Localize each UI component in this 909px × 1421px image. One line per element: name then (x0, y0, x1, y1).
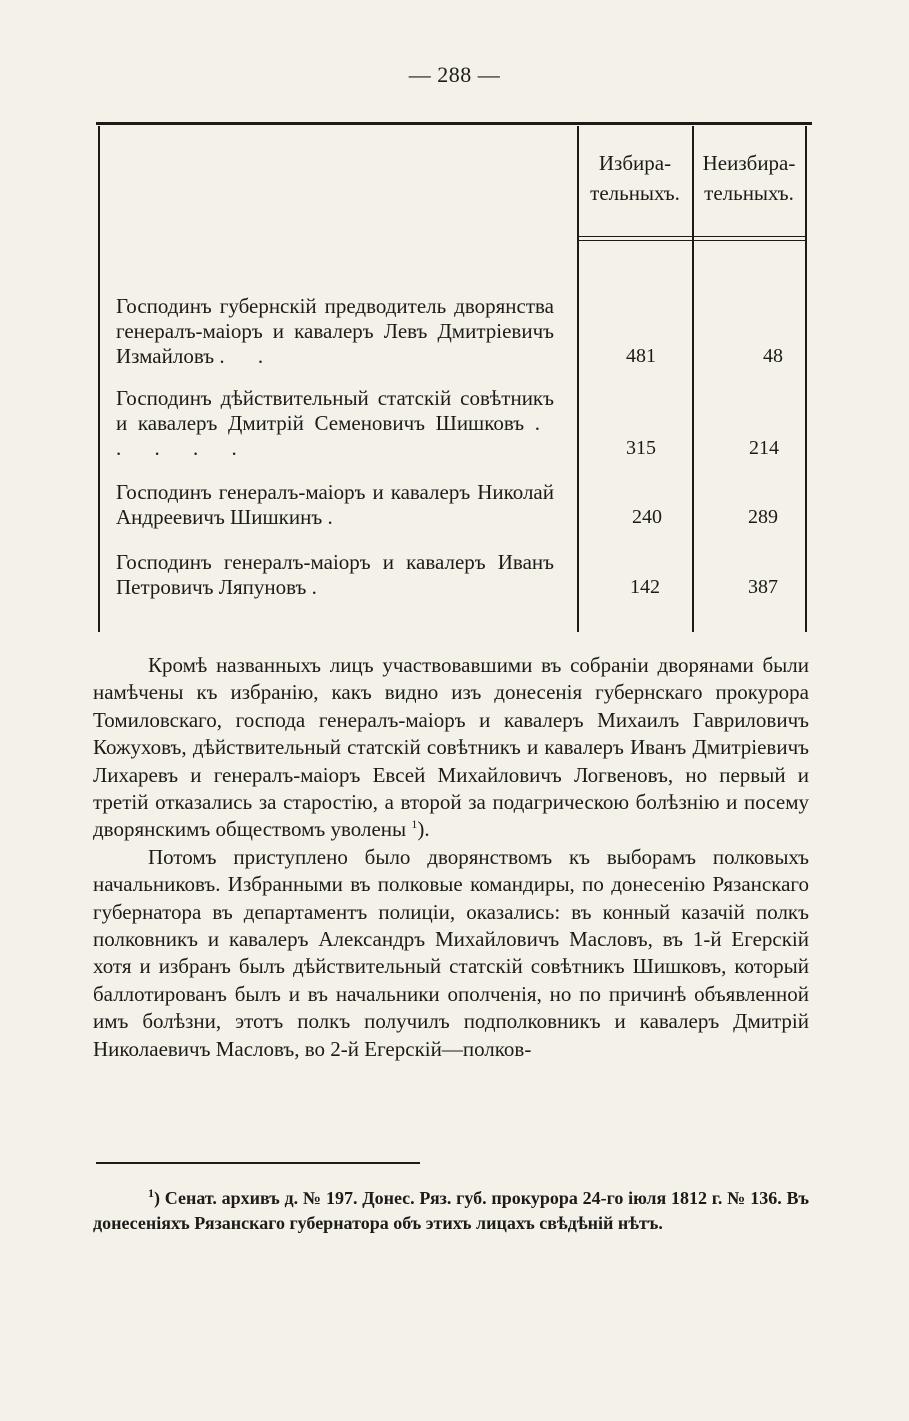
header-rule-2 (578, 240, 805, 241)
table-cell-not-elected: 289 (748, 506, 778, 528)
table-cell-not-elected: 214 (749, 437, 779, 459)
footnote-text: ) Сенат. архивъ д. № 197. Донес. Ряз. губ. прокурора 24-го іюля 1812 г. № 136. Въ донесеніяхъ Рязанскаго губернатора объ этихъ лицахъ свѣдѣній нѣтъ. (93, 1188, 809, 1233)
table-row-name (116, 480, 554, 530)
table-cell-elected: 315 (626, 437, 656, 459)
footnote-paragraph (93, 1186, 809, 1236)
column-header-not-elected: Неизбира- тельныхъ. (702, 151, 796, 205)
leader-dots: . (327, 505, 347, 529)
candidate-name: Господинъ губернскій предводитель дворянства генералъ-маіоръ и кавалеръ Левъ Дмитріевичъ Измайловъ (116, 294, 554, 368)
paragraph-end: ). (417, 817, 430, 842)
table-top-rule (96, 122, 812, 125)
table-right-border (805, 126, 807, 632)
paragraph (93, 652, 809, 844)
table-left-border (98, 126, 100, 632)
table-cell-not-elected: 48 (763, 345, 783, 367)
table-row-name (116, 294, 554, 369)
header-rule-1 (578, 236, 805, 237)
paragraph (93, 844, 809, 1063)
footnote-separator (96, 1162, 420, 1164)
footnote (93, 1186, 809, 1236)
leader-dots: . . (219, 344, 278, 368)
leader-dots: . (311, 575, 331, 599)
paragraph-text: Потомъ приступлено было дворянствомъ къ выборамъ полковыхъ начальниковъ. Избранными въ полковые командиры, по донесенію Рязанскаго губернатора въ департаментъ полиціи, оказались: въ конный казачій полкъ полковникъ и кавалеръ Александръ Михайловичъ Масловъ, въ 1-й Егерскій хотя и избранъ былъ дѣйствительный статскій совѣтникъ Шишковъ, который баллотированъ былъ и въ начальники ополченія, но по причинѣ объявленной имъ болѣзни, этотъ полкъ получилъ подполковникъ и кавалеръ Дмитрій Николаевичъ Масловъ, во 2-й Егерскій—полков- (93, 844, 809, 1061)
page-number: — 288 — (408, 62, 501, 87)
table-cell-elected: 481 (626, 345, 656, 367)
leader-dots: . . . . . (116, 411, 555, 460)
main-text (93, 652, 809, 1063)
column-header-elected: Избира- тельныхъ. (590, 151, 680, 205)
footnote-reference[interactable]: 1 (411, 817, 418, 832)
candidate-name: Господинъ дѣйствительный статскій совѣтникъ и кавалеръ Дмитрій Семеновичъ Шишковъ (116, 386, 554, 435)
footnote-marker: 1 (148, 1186, 154, 1200)
table-row-name (116, 550, 554, 600)
paragraph-text: Кромѣ названныхъ лицъ участвовавшими въ собраніи дворянами были намѣчены къ избранію, какъ видно изъ донесенія губернскаго прокурора Томиловскаго, господа генералъ-маіоръ и кавалеръ Михаилъ Гавриловичъ Кожуховъ, дѣйствительный статскій совѣтникъ и кавалеръ Иванъ Дмитріевичъ Лихаревъ и генералъ-маіоръ Евсей Михайловичъ Логвеновъ, но первый и третій отказались за старостію, а второй за подагрическою болѣзнію и посему дворянскимъ обществомъ уволены (93, 653, 809, 842)
candidate-name: Господинъ генералъ-маіоръ и кавалеръ Николай Андреевичъ Шишкинъ (116, 480, 554, 529)
table-cell-not-elected: 387 (748, 576, 778, 598)
table-cell-elected: 142 (630, 576, 660, 598)
table-cell-elected: 240 (632, 506, 662, 528)
election-results-table (96, 122, 812, 632)
candidate-name: Господинъ генералъ-маіоръ и кавалеръ Иванъ Петровичъ Ляпуновъ (116, 550, 554, 599)
table-row-name (116, 386, 554, 461)
